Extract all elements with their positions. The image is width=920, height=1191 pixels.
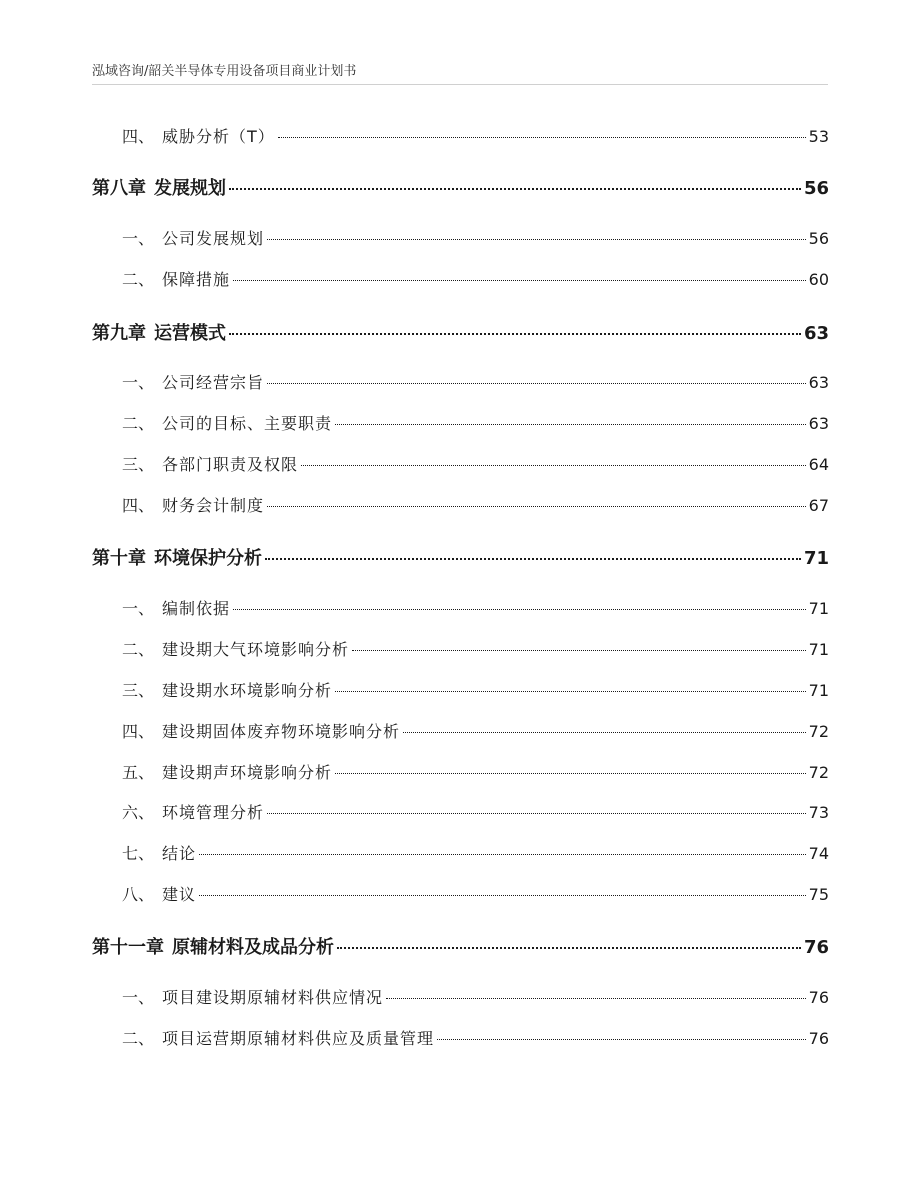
toc-section-title: 威胁分析（T） bbox=[162, 127, 275, 146]
toc-chapter-marker: 第八章 bbox=[92, 178, 146, 199]
toc-section-title: 公司的目标、主要职责 bbox=[162, 414, 333, 433]
dot-leader bbox=[229, 188, 801, 190]
toc-section-marker: 三、 bbox=[122, 455, 155, 474]
toc-section-marker: 二、 bbox=[122, 640, 155, 659]
dot-leader bbox=[267, 383, 806, 384]
toc-section-title: 项目建设期原辅材料供应情况 bbox=[162, 988, 384, 1007]
toc-page-number: 56 bbox=[803, 178, 829, 199]
toc-page-number: 76 bbox=[803, 937, 829, 958]
toc-entry[interactable] bbox=[92, 985, 829, 1008]
toc-section-marker: 四、 bbox=[122, 127, 155, 146]
toc-page-number: 73 bbox=[808, 803, 829, 822]
toc-section-title: 项目运营期原辅材料供应及质量管理 bbox=[162, 1029, 435, 1048]
toc-section-title: 建议 bbox=[162, 885, 197, 904]
toc-section-title: 财务会计制度 bbox=[162, 496, 265, 515]
toc-section-marker: 五、 bbox=[122, 763, 155, 782]
toc-section-marker: 一、 bbox=[122, 229, 155, 248]
toc-section-title: 环境管理分析 bbox=[162, 803, 265, 822]
toc-chapter-title: 发展规划 bbox=[154, 178, 226, 199]
dot-leader bbox=[403, 732, 806, 733]
toc-entry[interactable] bbox=[92, 800, 829, 823]
dot-leader bbox=[335, 424, 806, 425]
toc-chapter-entry[interactable] bbox=[92, 174, 829, 200]
dot-leader bbox=[337, 947, 801, 949]
dot-leader bbox=[301, 465, 806, 466]
toc-page-number: 71 bbox=[808, 599, 829, 618]
toc-entry[interactable] bbox=[92, 719, 829, 742]
dot-leader bbox=[233, 280, 806, 281]
toc-entry[interactable] bbox=[92, 452, 829, 475]
page-header: 泓域咨询/韶关半导体专用设备项目商业计划书 bbox=[92, 60, 828, 85]
toc-entry[interactable] bbox=[92, 678, 829, 701]
toc-section-title: 各部门职责及权限 bbox=[162, 455, 299, 474]
toc-page-number: 75 bbox=[808, 885, 829, 904]
dot-leader bbox=[229, 333, 801, 335]
toc-section-marker: 四、 bbox=[122, 496, 155, 515]
dot-leader bbox=[437, 1039, 806, 1040]
toc-entry[interactable] bbox=[92, 882, 829, 905]
dot-leader bbox=[199, 854, 806, 855]
toc-section-title: 建设期水环境影响分析 bbox=[162, 681, 333, 700]
dot-leader bbox=[199, 895, 806, 896]
toc-section-title: 建设期固体废弃物环境影响分析 bbox=[162, 722, 401, 741]
toc-section-marker: 一、 bbox=[122, 988, 155, 1007]
toc-entry[interactable] bbox=[92, 370, 829, 393]
toc-page-number: 53 bbox=[808, 127, 829, 146]
dot-leader bbox=[335, 691, 806, 692]
toc-page-number: 71 bbox=[808, 681, 829, 700]
toc-entry[interactable] bbox=[92, 124, 829, 147]
toc-section-title: 结论 bbox=[162, 844, 197, 863]
toc-section-marker: 二、 bbox=[122, 270, 155, 289]
toc-page-number: 67 bbox=[808, 496, 829, 515]
toc-page-number: 63 bbox=[808, 373, 829, 392]
toc-page-number: 76 bbox=[808, 988, 829, 1007]
toc-page-number: 71 bbox=[803, 548, 829, 569]
dot-leader bbox=[335, 773, 806, 774]
toc-page-number: 63 bbox=[803, 323, 829, 344]
toc-section-marker: 一、 bbox=[122, 599, 155, 618]
toc-section-title: 建设期大气环境影响分析 bbox=[162, 640, 350, 659]
toc-section-title: 保障措施 bbox=[162, 270, 231, 289]
toc-entry[interactable] bbox=[92, 267, 829, 290]
toc-section-title: 公司发展规划 bbox=[162, 229, 265, 248]
toc-section-title: 编制依据 bbox=[162, 599, 231, 618]
toc-section-title: 公司经营宗旨 bbox=[162, 373, 265, 392]
toc-section-marker: 七、 bbox=[122, 844, 155, 863]
dot-leader bbox=[267, 239, 806, 240]
toc-section-marker: 八、 bbox=[122, 885, 155, 904]
dot-leader bbox=[265, 558, 801, 560]
toc-page-number: 63 bbox=[808, 414, 829, 433]
toc-entry[interactable] bbox=[92, 596, 829, 619]
toc-entry[interactable] bbox=[92, 760, 829, 783]
toc-chapter-marker: 第十章 bbox=[92, 548, 146, 569]
dot-leader bbox=[267, 813, 806, 814]
toc-entry[interactable] bbox=[92, 841, 829, 864]
toc-page-number: 72 bbox=[808, 763, 829, 782]
toc-chapter-marker: 第九章 bbox=[92, 323, 146, 344]
toc-chapter-title: 原辅材料及成品分析 bbox=[172, 937, 334, 958]
toc-page-number: 64 bbox=[808, 455, 829, 474]
toc-page-number: 72 bbox=[808, 722, 829, 741]
toc-chapter-entry[interactable] bbox=[92, 544, 829, 570]
toc-section-marker: 一、 bbox=[122, 373, 155, 392]
dot-leader bbox=[267, 506, 806, 507]
toc-entry[interactable] bbox=[92, 226, 829, 249]
toc-section-marker: 六、 bbox=[122, 803, 155, 822]
dot-leader bbox=[233, 609, 806, 610]
toc-page-number: 60 bbox=[808, 270, 829, 289]
toc-page-number: 71 bbox=[808, 640, 829, 659]
toc-page-number: 56 bbox=[808, 229, 829, 248]
toc-page-number: 76 bbox=[808, 1029, 829, 1048]
toc-section-marker: 二、 bbox=[122, 1029, 155, 1048]
toc-chapter-entry[interactable] bbox=[92, 933, 829, 959]
toc-entry[interactable] bbox=[92, 411, 829, 434]
toc-section-marker: 四、 bbox=[122, 722, 155, 741]
toc-entry[interactable] bbox=[92, 493, 829, 516]
toc-chapter-entry[interactable] bbox=[92, 319, 829, 345]
dot-leader bbox=[278, 137, 806, 138]
toc-section-title: 建设期声环境影响分析 bbox=[162, 763, 333, 782]
dot-leader bbox=[352, 650, 806, 651]
toc-section-marker: 三、 bbox=[122, 681, 155, 700]
toc-entry[interactable] bbox=[92, 1026, 829, 1049]
dot-leader bbox=[386, 998, 806, 999]
toc-chapter-marker: 第十一章 bbox=[92, 937, 164, 958]
toc-entry[interactable] bbox=[92, 637, 829, 660]
toc-chapter-title: 环境保护分析 bbox=[154, 548, 262, 569]
toc-chapter-title: 运营模式 bbox=[154, 323, 226, 344]
toc-page-number: 74 bbox=[808, 844, 829, 863]
toc-section-marker: 二、 bbox=[122, 414, 155, 433]
